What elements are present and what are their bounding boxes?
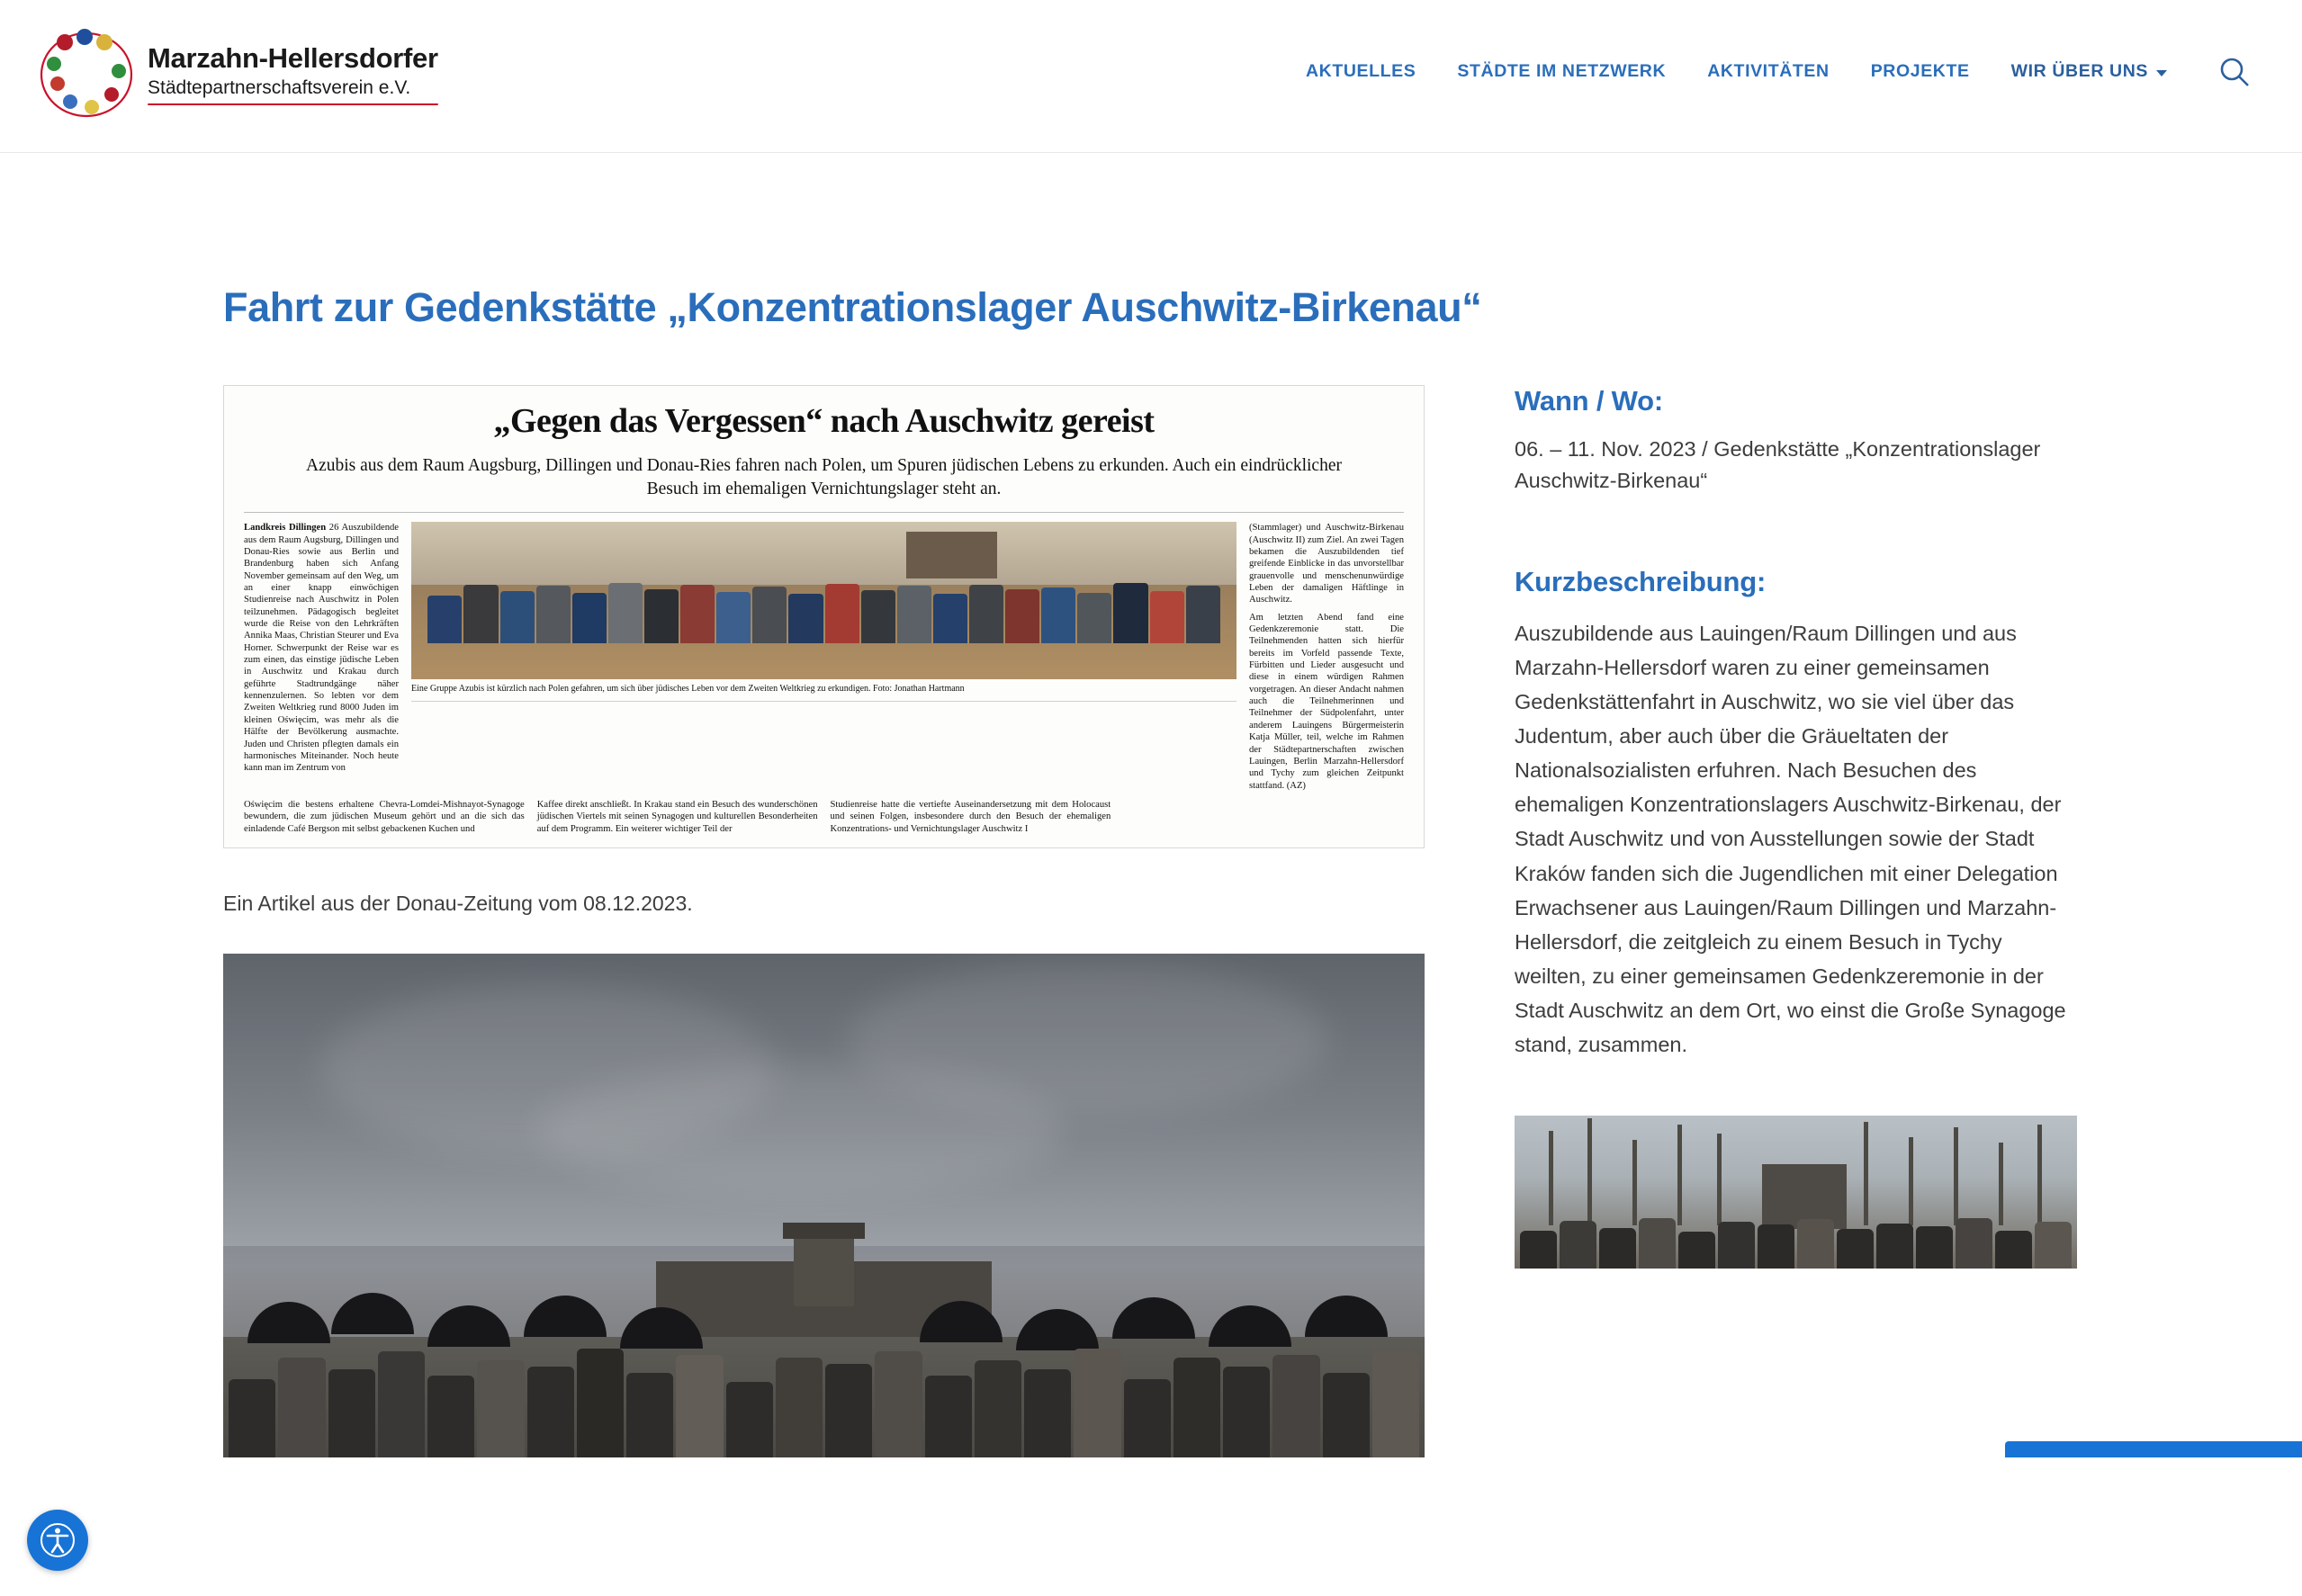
clipping-column-4b-text: Am letzten Abend fand eine Gedenkzeremonie statt. Die Teilnehmenden hatten sich hierfür bereits im Vorfeld passende Texte, Fürbitten und Lieder ausgesucht und diese in einem würdigen Rahmen vorgetragen. An dieser Andacht nahmen auch die Teilnehmerinnen und Teilnehmer der Südpolenfahrt, unter anderem Lauingens Bürgermeisterin Katja Müller, teil, welche im Rahmen der Städtepartnerschaften zwischen Lauingen, Berlin Marzahn-Hellersdorf und Tychy zum gleichen Zeitpunkt stattfand. (AZ) — [1249, 612, 1404, 791]
nav-label: AKTIVITÄTEN — [1707, 61, 1830, 81]
clipping-upper-grid — [244, 522, 1404, 792]
accessibility-icon[interactable] — [27, 1510, 88, 1571]
nav-item-projekte[interactable] — [1871, 61, 1970, 82]
nav-item-wir-ueber-uns[interactable] — [2011, 61, 2167, 82]
clipping-lower-column-2: Kaffee direkt anschließt. In Krakau stand ein Besuch des wunderschönen jüdischen Viertels mit seinen Synagogen und kulturellen Besonderheiten auf dem Programm. Ein weiterer wichtiger Teil der — [536, 799, 818, 834]
content-columns — [223, 385, 2302, 1457]
page-content — [0, 284, 2302, 1457]
when-where-heading: Wann / Wo: — [1515, 385, 1664, 417]
clipping-lower-column-1: Oświęcim die bestens erhaltene Chevra-Lomdei-Mishnayot-Synagoge bewundern, die zum jüdischen Museum gehört und an die sich das einladende Café Bergson mit selbst gebackenen Kuchen und — [244, 799, 525, 834]
clipping-column-4 — [1249, 522, 1404, 792]
page-title: Fahrt zur Gedenkstätte „Konzentrationslager Auschwitz-Birkenau“ — [223, 284, 1482, 330]
clipping-headline: „Gegen das Vergessen“ nach Auschwitz gereist — [493, 402, 1155, 440]
clipping-column-4-text: (Stammlager) und Auschwitz-Birkenau (Auschwitz II) zum Ziel. An zwei Tagen bekamen die Auszubildenden tief greifende Einblicke in das unvorstellbar grauenvolle und menschenunwürdige Leben der damaligen Häftlinge in Auschwitz. — [1249, 523, 1404, 605]
main-navigation — [1306, 61, 2167, 82]
logo-subtitle: Städtepartnerschaftsverein e.V. — [148, 76, 411, 98]
clipping-lower-column-4 — [1123, 799, 1404, 835]
short-description-block — [1515, 566, 2077, 1062]
site-header — [0, 0, 2302, 153]
nav-item-staedte-im-netzwerk[interactable] — [1457, 61, 1666, 82]
clipping-subheadline: Azubis aus dem Raum Augsburg, Dillingen und Donau-Ries fahren nach Polen, um Spuren jüdischen Lebens zu erkunden. Auch ein eindrücklicher Besuch im ehemaligen Vernichtungslager steht an. — [306, 455, 1342, 498]
clipping-photo-block — [411, 522, 1236, 792]
nav-label: WIR ÜBER UNS — [2010, 61, 2148, 81]
search-icon[interactable] — [2217, 54, 2253, 90]
clipping-column-1 — [244, 522, 399, 792]
divider — [244, 512, 1404, 513]
nav-item-aktivitaeten[interactable] — [1707, 61, 1830, 82]
decorative-blue-bar — [2005, 1441, 2302, 1457]
flag-cluster-icon — [38, 28, 135, 125]
clipping-group-photo — [411, 522, 1236, 679]
photo-crowd — [1515, 1198, 2077, 1269]
short-description-heading: Kurzbeschreibung: — [1515, 566, 1767, 598]
clipping-source-note: Ein Artikel aus der Donau-Zeitung vom 08.12.2023. — [223, 891, 693, 915]
left-column — [223, 385, 1425, 1457]
logo-title: Marzahn-Hellersdorfer — [148, 41, 438, 74]
photo-crowd — [223, 1306, 1425, 1457]
logo-underline — [148, 103, 438, 105]
when-where-text: 06. – 11. Nov. 2023 / Gedenkstätte „Konzentrationslager Auschwitz-Birkenau“ — [1515, 437, 2041, 492]
clipping-column-1-text: 26 Auszubildende aus dem Raum Augsburg, Dillingen und Donau-Ries sowie aus Berlin und Brandenburg haben sich Anfang November gemeinsam auf den Weg, um an einer knapp einwöchigen Studienreise nach Auschwitz in Polen teilzunehmen. Pädagogisch begleitet wurde die Reise von den Lehrkräften Annika Maas, Christian Steurer und Eva Horner. Schwerpunkt der Reise war es zum einen, das einstige jüdische Leben in Auschwitz und Krakau durch geführte Stadtrundgänge näher kennenzulernen. So lebten vor dem Zweiten Weltkrieg rund 8000 Juden im kleinen Oświęcim, was mehr als die Hälfte der Bevölkerung ausmachte. Juden und Christen pflegten damals ein harmonisches Miteinander. Noch heute kann man im Zentrum von — [244, 523, 399, 774]
clipping-dateline: Landkreis Dillingen — [244, 523, 327, 533]
chevron-down-icon — [2156, 70, 2167, 76]
auschwitz-birkenau-photo — [223, 954, 1425, 1457]
clipping-lower-column-3: Studienreise hatte die vertiefte Auseinandersetzung mit dem Holocaust und seinen Folgen, insbesondere durch den Besuch der ehemaligen Konzentrations- und Vernichtungslager Auschwitz I — [830, 799, 1111, 834]
nav-label: PROJEKTE — [1870, 61, 1970, 81]
nav-item-aktuelles[interactable] — [1306, 61, 1416, 82]
ceremony-photo — [1515, 1116, 2077, 1269]
clipping-photo-caption: Eine Gruppe Azubis ist kürzlich nach Polen gefahren, um sich über jüdisches Leben vor dem Zweiten Weltkrieg zu erkundigen. Foto: Jonathan Hartmann — [411, 684, 1236, 702]
nav-label: AKTUELLES — [1305, 61, 1416, 81]
newspaper-clipping-image — [223, 385, 1425, 848]
clipping-lower-grid — [244, 799, 1404, 835]
when-where-block — [1515, 385, 2077, 496]
site-logo[interactable] — [38, 28, 438, 125]
nav-label: STÄDTE IM NETZWERK — [1457, 61, 1667, 81]
right-sidebar — [1515, 385, 2077, 1457]
short-description-text: Auszubildende aus Lauingen/Raum Dillingen und aus Marzahn-Hellersdorf waren zu einer gemeinsamen Gedenkstättenfahrt in Auschwitz, wo sie viel über das Judentum, aber auch über die Gräueltaten der Nationalsozialisten erfuhren. Nach Besuchen des ehemaligen Konzentrationslagers Auschwitz-Birkenau, der Stadt Auschwitz und von Ausstellungen sowie der Stadt Kraków fanden sich die Jugendlichen mit einer Delegation Erwachsener aus Lauingen/Raum Dillingen und Marzahn-Hellersdorf, die zeitgleich zu einem Besuch in Tychy weilten, zu einer gemeinsamen Gedenkzeremonie in der Stadt Auschwitz an dem Ort, wo einst die Große Synagoge stand, zusammen. — [1515, 622, 2066, 1056]
